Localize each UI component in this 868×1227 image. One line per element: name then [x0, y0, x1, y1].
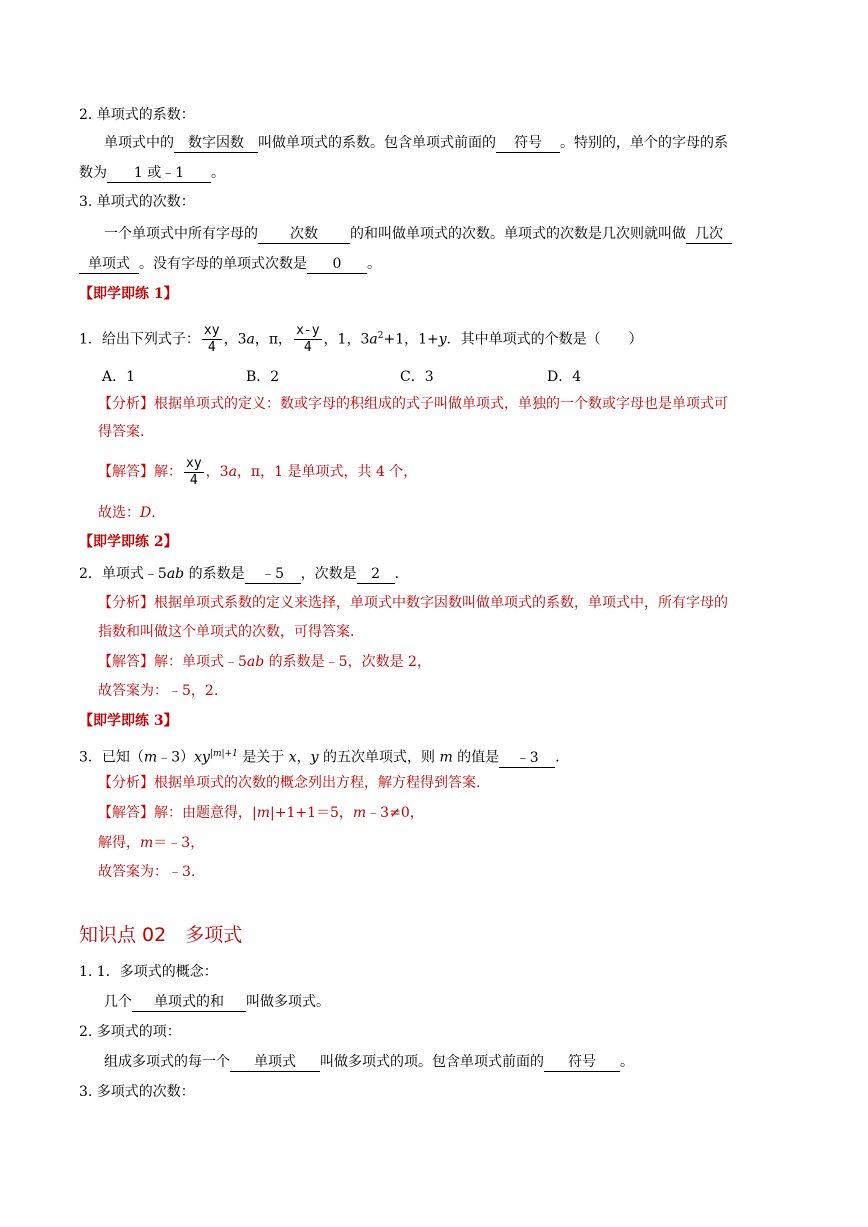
- text: 。没有字母的单项式次数是: [139, 256, 307, 272]
- fraction: [294, 323, 321, 356]
- text: 叫做多项式。: [246, 994, 330, 1010]
- text: |+1+1＝5，: [270, 805, 353, 821]
- exponent: |m|+1: [209, 749, 238, 759]
- polynomial-term-title: 2. 多项式的项：: [79, 1024, 181, 1040]
- fill-blank: 符号: [544, 1053, 620, 1072]
- text: 解：单项式﹣5: [154, 654, 247, 670]
- fill-blank: 几次: [686, 225, 732, 244]
- fill-blank: ﹣5: [245, 565, 301, 584]
- exponent: 2: [377, 331, 384, 341]
- analysis-tag: 【分析】: [98, 595, 154, 611]
- fill-blank: 单项式: [79, 255, 139, 274]
- fill-blank: 次数: [258, 225, 350, 244]
- exercise-3-solution: [98, 803, 424, 823]
- text: 根据单项式的定义：数或字母的积组成的式子叫做单项式，单独的一个数或字母也是单项式可: [154, 396, 728, 412]
- fill-blank: 单项式的和: [132, 993, 246, 1012]
- fill-blank: 1 或﹣1: [107, 164, 211, 183]
- text: 解得，: [98, 835, 140, 851]
- text: 3．已知（: [79, 749, 144, 766]
- variable: a: [369, 331, 378, 348]
- text: 数为: [79, 165, 107, 181]
- section-title-degree: 3. 单项式的次数：: [79, 194, 195, 210]
- answer-letter: D: [140, 505, 152, 521]
- text: 的值是: [452, 749, 500, 766]
- text: ，次数是: [300, 566, 357, 582]
- text: 的五次单项式，则: [318, 749, 440, 766]
- solution-tag: 【解答】: [98, 654, 154, 670]
- knowledge-point-heading: 知识点 02 多项式: [79, 924, 243, 946]
- text: 1．给出下列式子：: [79, 331, 200, 348]
- text: 组成多项式的每一个: [104, 1054, 230, 1070]
- variable: m: [352, 805, 367, 821]
- variable: ab: [246, 654, 265, 670]
- denominator: 4: [189, 472, 198, 488]
- exercise-1-solution: [98, 454, 417, 490]
- text: 解：: [154, 464, 182, 480]
- option-a: A．1: [102, 369, 136, 385]
- exercise-3-solution-line2: [98, 833, 204, 853]
- option-c: C．3: [400, 369, 434, 385]
- section-title-coefficient: 2. 单项式的系数：: [79, 107, 195, 123]
- exercise-3-tag: 【即学即练 3】: [79, 713, 178, 729]
- exercise-3-question: [79, 744, 569, 768]
- text: 的系数是﹣5，次数是 2，: [264, 654, 431, 670]
- text: ，π，1 是单项式，共 4 个，: [236, 464, 418, 480]
- text: ﹣3）: [157, 749, 195, 766]
- text: ﹣3≠0，: [366, 805, 424, 821]
- text: 。: [620, 1054, 634, 1070]
- exercise-3-answer: 故答案为：﹣3.: [98, 864, 196, 880]
- coefficient-definition-line2: [79, 163, 225, 183]
- exercise-1-answer: [98, 503, 156, 523]
- exercise-2-answer: 故答案为：﹣5，2.: [98, 683, 219, 699]
- variable: m: [439, 749, 453, 766]
- text: ．其中单项式的个数是（ ）: [446, 331, 643, 348]
- text: .: [151, 505, 156, 521]
- exercise-1-analysis-line2: 得答案.: [98, 424, 145, 440]
- variable: y: [438, 331, 447, 348]
- fraction: [184, 456, 204, 489]
- variable: xy: [194, 749, 210, 766]
- fill-blank: 2: [357, 565, 395, 584]
- text: +1，1+: [383, 331, 439, 348]
- degree-definition-line1: [104, 224, 732, 244]
- fill-blank: 0: [307, 255, 367, 274]
- fill-blank: 数字因数: [174, 134, 258, 153]
- exercise-2-analysis-line2: 指数和叫做这个单项式的次数，可得答案.: [98, 624, 355, 640]
- text: ，π，: [254, 331, 293, 348]
- exercise-2-tag: 【即学即练 2】: [79, 534, 178, 550]
- text: 根据单项式的次数的概念列出方程，解方程得到答案.: [154, 775, 481, 791]
- exercise-2-question: [79, 564, 409, 584]
- denominator: 4: [303, 340, 312, 356]
- text: ，: [296, 749, 311, 766]
- text: ．: [555, 749, 570, 766]
- variable: y: [310, 749, 319, 766]
- text: 2．单项式﹣5: [79, 566, 167, 582]
- text: 解：由题意得，|: [154, 805, 257, 821]
- coefficient-definition-line1: [104, 133, 728, 153]
- fill-blank: 单项式: [230, 1053, 320, 1072]
- fill-blank: ﹣3: [499, 749, 555, 768]
- variable: x: [288, 749, 297, 766]
- numerator: xy: [186, 455, 202, 471]
- exercise-3-analysis: [98, 773, 480, 793]
- text: 几个: [104, 994, 132, 1010]
- variable: m: [140, 835, 154, 851]
- solution-tag: 【解答】: [98, 805, 154, 821]
- degree-definition-line2: [79, 254, 381, 274]
- variable: ab: [166, 566, 185, 582]
- variable: a: [228, 464, 237, 480]
- analysis-tag: 【分析】: [98, 775, 154, 791]
- text: 是关于: [237, 749, 289, 766]
- text: 的系数是: [184, 566, 245, 582]
- option-d: D．4: [547, 369, 582, 385]
- polynomial-degree-title: 3. 多项式的次数：: [79, 1084, 195, 1100]
- text: ，3: [223, 331, 247, 348]
- text: ，1，3: [323, 331, 370, 348]
- text: 一个单项式中所有字母的: [104, 226, 258, 242]
- exercise-1-question: [79, 318, 643, 358]
- text: 。: [211, 165, 225, 181]
- text: 。: [367, 256, 381, 272]
- exercise-2-solution: [98, 652, 431, 672]
- solution-tag: 【解答】: [98, 464, 154, 480]
- text: ，3: [205, 464, 229, 480]
- exercise-2-analysis-line1: [98, 593, 728, 613]
- polynomial-term-line: [104, 1052, 634, 1072]
- text: 叫做多项式的项。包含单项式前面的: [320, 1054, 544, 1070]
- numerator: x-y: [296, 323, 320, 339]
- analysis-tag: 【分析】: [98, 396, 154, 412]
- text: ＝﹣3，: [153, 835, 205, 851]
- text: 叫做单项式的系数。包含单项式前面的: [258, 135, 496, 151]
- option-b: B．2: [246, 369, 280, 385]
- fill-blank: 符号: [496, 134, 560, 153]
- polynomial-concept-line: [104, 992, 330, 1012]
- text: 故选：: [98, 505, 140, 521]
- variable: m: [256, 805, 270, 821]
- exercise-1-analysis-line1: [98, 394, 728, 414]
- fraction: [202, 323, 222, 356]
- variable: a: [246, 331, 255, 348]
- numerator: xy: [203, 323, 220, 339]
- denominator: 4: [207, 340, 216, 356]
- text: 单项式中的: [104, 135, 174, 151]
- variable: m: [143, 749, 158, 766]
- text: 。特别的，单个的字母的系: [560, 135, 728, 151]
- text: ．: [394, 566, 409, 582]
- text: 根据单项式系数的定义来选择，单项式中数字因数叫做单项式的系数，单项式中，所有字母的: [154, 595, 728, 611]
- exercise-1-tag: 【即学即练 1】: [79, 286, 178, 302]
- text: 的和叫做单项式的次数。单项式的次数是几次则就叫做: [350, 226, 686, 242]
- polynomial-concept-title: 1. 1．多项式的概念：: [79, 964, 218, 980]
